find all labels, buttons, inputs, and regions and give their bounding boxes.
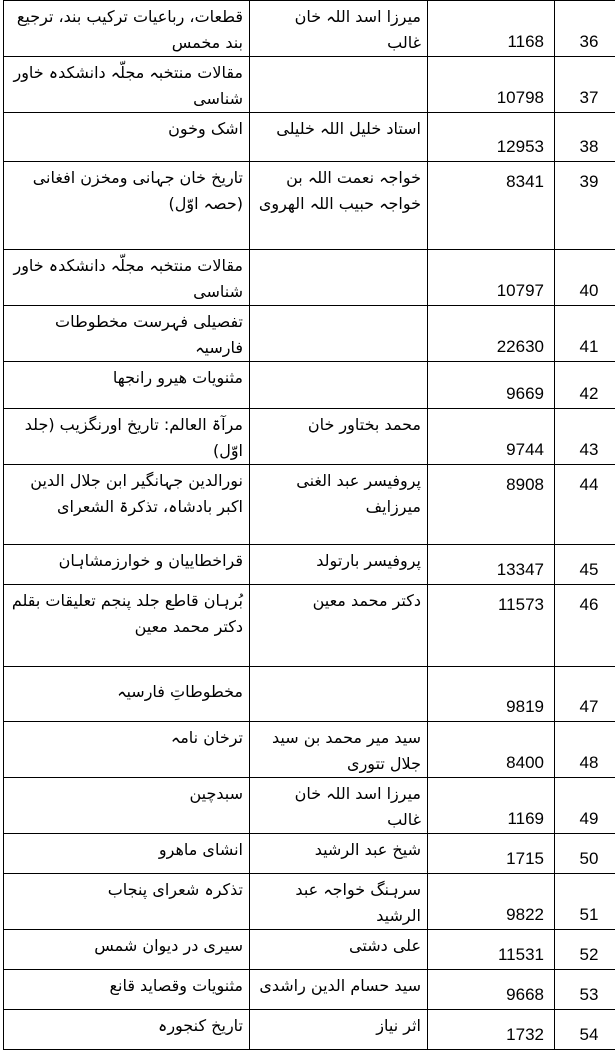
author-cell: استاد خلیل اللہ خلیلی <box>250 113 428 162</box>
table-row <box>4 57 615 113</box>
table-row <box>4 162 615 250</box>
title-cell: مثنویات وقصاید قانع <box>4 970 250 1010</box>
serial-number-cell: 52 <box>555 930 615 970</box>
author-cell <box>250 57 428 113</box>
table-body <box>4 1 615 1050</box>
author-cell: میرزا اسد اللہ خان غالب <box>250 1 428 57</box>
table-row <box>4 545 615 585</box>
table-row <box>4 970 615 1010</box>
title-cell: نورالدین جہانگیر ابن جلال الدین اکبر بادشاہ، تذکرۃ الشعرای <box>4 465 250 545</box>
table-row <box>4 585 615 667</box>
title-cell: سبدچین <box>4 778 250 834</box>
title-cell: سیری در دیوان شمس <box>4 930 250 970</box>
table-row <box>4 722 615 778</box>
serial-number-cell: 41 <box>555 306 615 362</box>
accession-number-cell: 9744 <box>428 409 555 465</box>
author-cell: دکتر محمد معین <box>250 585 428 667</box>
serial-number-cell: 42 <box>555 362 615 409</box>
serial-number-cell: 38 <box>555 113 615 162</box>
title-cell: تاریخ کنجورہ <box>4 1010 250 1050</box>
title-cell: انشای ماھرو <box>4 834 250 874</box>
author-cell <box>250 362 428 409</box>
author-cell: خواجہ نعمت اللہ بن خواجہ حبیب اللہ الھروی <box>250 162 428 250</box>
accession-number-cell: 12953 <box>428 113 555 162</box>
serial-number-cell: 43 <box>555 409 615 465</box>
author-cell <box>250 250 428 306</box>
accession-number-cell: 22630 <box>428 306 555 362</box>
serial-number-cell: 39 <box>555 162 615 250</box>
title-cell: ترخان نامہ <box>4 722 250 778</box>
table-row <box>4 874 615 930</box>
author-cell: اثر نیاز <box>250 1010 428 1050</box>
author-cell: سید میر محمد بن سید جلال تتوری <box>250 722 428 778</box>
author-cell: سید حسام الدین راشدی <box>250 970 428 1010</box>
accession-number-cell: 9819 <box>428 667 555 722</box>
title-cell: تذکرہ شعرای پنجاب <box>4 874 250 930</box>
serial-number-cell: 36 <box>555 1 615 57</box>
author-cell: میرزا اسد اللہ خان غالب <box>250 778 428 834</box>
title-cell: مقالات منتخبہ مجلّہ دانشکدہ خاور شناسی <box>4 250 250 306</box>
accession-number-cell: 1169 <box>428 778 555 834</box>
accession-number-cell: 11573 <box>428 585 555 667</box>
title-cell: مقالات منتخبہ مجلّہ دانشکدہ خاور شناسی <box>4 57 250 113</box>
title-cell: قطعات، رباعیات ترکیب بند، ترجیع بند مخمس <box>4 1 250 57</box>
table-row <box>4 306 615 362</box>
accession-number-cell: 8341 <box>428 162 555 250</box>
author-cell: پروفیسر بارتولد <box>250 545 428 585</box>
table-row <box>4 930 615 970</box>
serial-number-cell: 45 <box>555 545 615 585</box>
table-row <box>4 362 615 409</box>
table-row <box>4 834 615 874</box>
title-cell: مرآۃ العالم: تاریخ اورنگزیب (جلد اوّل) <box>4 409 250 465</box>
title-cell: بُرہان قاطع جلد پنجم تعلیقات بقلم دکتر محمد معین <box>4 585 250 667</box>
serial-number-cell: 51 <box>555 874 615 930</box>
accession-number-cell: 9668 <box>428 970 555 1010</box>
accession-number-cell: 10797 <box>428 250 555 306</box>
author-cell <box>250 306 428 362</box>
manuscript-catalog-table <box>3 0 615 1050</box>
table-row <box>4 1010 615 1050</box>
serial-number-cell: 40 <box>555 250 615 306</box>
table-row <box>4 250 615 306</box>
table-row <box>4 778 615 834</box>
serial-number-cell: 53 <box>555 970 615 1010</box>
accession-number-cell: 1715 <box>428 834 555 874</box>
serial-number-cell: 46 <box>555 585 615 667</box>
title-cell: تفصیلی فہرست مخطوطات فارسیہ <box>4 306 250 362</box>
accession-number-cell: 9822 <box>428 874 555 930</box>
table-row <box>4 667 615 722</box>
accession-number-cell: 11531 <box>428 930 555 970</box>
table-row <box>4 113 615 162</box>
serial-number-cell: 49 <box>555 778 615 834</box>
title-cell: اشک وخون <box>4 113 250 162</box>
serial-number-cell: 54 <box>555 1010 615 1050</box>
accession-number-cell: 9669 <box>428 362 555 409</box>
accession-number-cell: 10798 <box>428 57 555 113</box>
author-cell: پروفیسر عبد الغنی میرزایف <box>250 465 428 545</box>
table-row <box>4 465 615 545</box>
author-cell: سرہنگ خواجہ عبد الرشید <box>250 874 428 930</box>
title-cell: مثنویات ھیرو رانجھا <box>4 362 250 409</box>
author-cell: محمد بختاور خان <box>250 409 428 465</box>
author-cell: علی دشتی <box>250 930 428 970</box>
title-cell: قراخطاییان و خوارزمشاہان <box>4 545 250 585</box>
accession-number-cell: 1732 <box>428 1010 555 1050</box>
table-row <box>4 1 615 57</box>
accession-number-cell: 8908 <box>428 465 555 545</box>
serial-number-cell: 48 <box>555 722 615 778</box>
title-cell: تاریخ خان جہانی ومخزن افغانی (حصہ اوّل) <box>4 162 250 250</box>
author-cell <box>250 667 428 722</box>
accession-number-cell: 8400 <box>428 722 555 778</box>
accession-number-cell: 1168 <box>428 1 555 57</box>
table-row <box>4 409 615 465</box>
title-cell: مخطوطاتِ فارسیہ <box>4 667 250 722</box>
serial-number-cell: 37 <box>555 57 615 113</box>
serial-number-cell: 47 <box>555 667 615 722</box>
serial-number-cell: 44 <box>555 465 615 545</box>
accession-number-cell: 13347 <box>428 545 555 585</box>
serial-number-cell: 50 <box>555 834 615 874</box>
author-cell: شیخ عبد الرشید <box>250 834 428 874</box>
